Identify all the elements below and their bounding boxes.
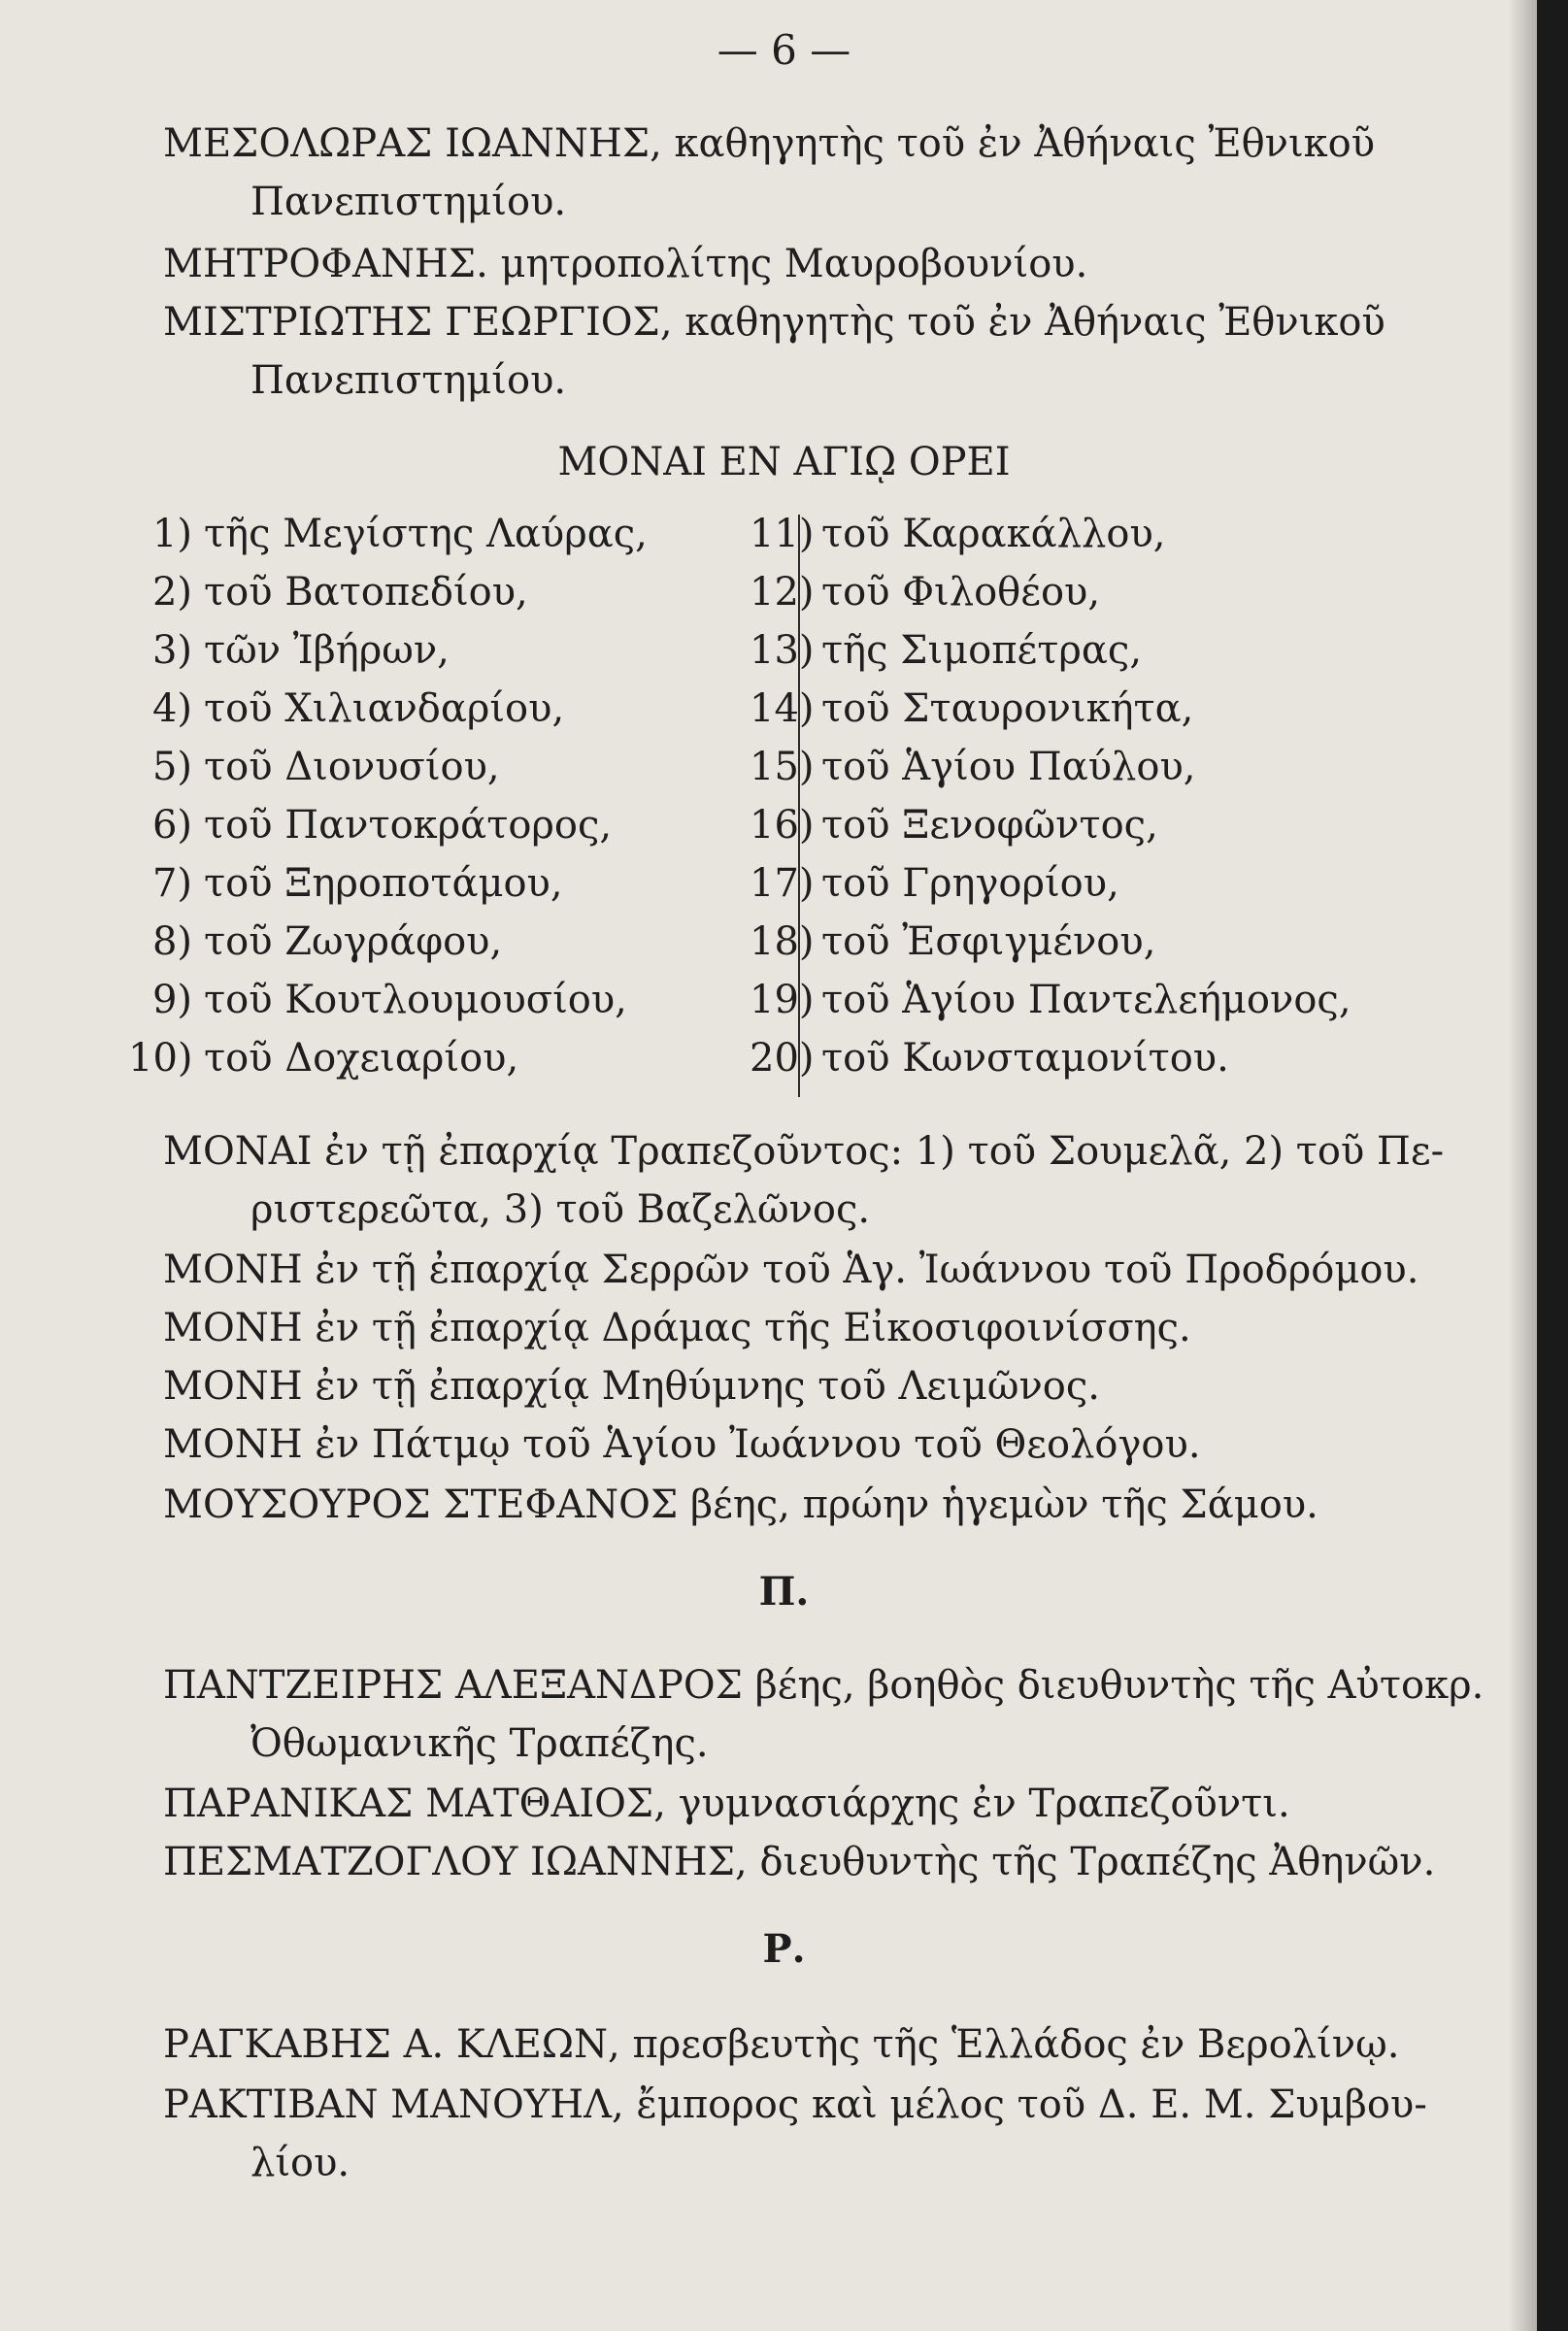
list-item [128,798,612,852]
list-item-name: τῆς Σιμοπέτρας, [821,628,1143,673]
entry-line-continuation: Πανεπιστημίου. [250,180,567,224]
section-heading-monasteries: ΜΟΝΑΙ ΕΝ ΑΓΙῼ ΟΡΕΙ [557,440,1011,484]
entry-line: ΠΑΡΑΝΙΚΑΣ ΜΑΤΘΑΙΟΣ, γυμνασιάρχης ἐν Τραπεζοῦντι. [163,1782,1290,1826]
list-item-number: 7) [151,861,192,906]
entry-line: ΜΟΝΗ ἐν τῇ ἐπαρχίᾳ Μηθύμνης τοῦ Λειμῶνος. [163,1364,1100,1409]
list-item-number: 6) [151,803,192,848]
entry-line: ΡΑΚΤΙΒΑΝ ΜΑΝΟΥΗΛ, ἔμπορος καὶ μέλος τοῦ Δ. Ε. Μ. Συμβου- [163,2082,1427,2127]
list-item-name: τοῦ Ζωγράφου, [204,919,503,964]
list-item-name: τοῦ Ἁγίου Παντελεήμονος, [821,978,1351,1022]
list-item-name: τοῦ Κουτλουμουσίου, [204,978,627,1022]
list-item-number: 2) [151,570,192,615]
entry-line: ΠΑΝΤΖΕΙΡΗΣ ΑΛΕΞΑΝΔΡΟΣ βέης, βοηθὸς διευθυντὴς τῆς Αὐτοκρ. [163,1663,1485,1708]
list-item-name: τοῦ Ἐσφιγμένου, [821,919,1156,964]
entry-line: ΜΗΤΡΟΦΑΝΗΣ. μητροπολίτης Μαυροβουνίου. [163,242,1088,286]
list-item-name: τοῦ Σταυρονικήτα, [821,686,1194,731]
list-item-name: τοῦ Φιλοθέου, [821,570,1101,615]
list-item [750,623,1142,678]
list-item-number: 3) [151,628,192,673]
list-item [128,740,500,794]
list-item-name: τοῦ Διονυσίου, [204,745,500,789]
list-item-number: 4) [151,686,192,731]
list-item [128,856,563,911]
list-item-number: 11) [750,512,815,556]
list-item-name: τῶν Ἰβήρων, [204,628,450,673]
list-item [128,1031,518,1085]
list-item-number: 13) [750,628,815,673]
list-item-number: 15) [750,745,815,789]
list-item-number: 19) [750,978,815,1022]
list-item [750,740,1196,794]
entry-line: ΜΟΝΗ ἐν τῇ ἐπαρχίᾳ Δράμας τῆς Εἰκοσιφοινίσσης. [163,1306,1191,1350]
list-item-number: 1) [151,512,192,556]
list-item-name: τοῦ Βατοπεδίου, [204,570,528,615]
entry-line-continuation: Ὀθωμανικῆς Τραπέζης. [250,1721,709,1766]
list-item-number: 12) [750,570,815,615]
book-spine [1537,0,1568,2331]
entry-line: ΡΑΓΚΑΒΗΣ Α. ΚΛΕΩΝ, πρεσβευτὴς τῆς Ἑλλάδος ἐν Βερολίνῳ. [163,2022,1400,2067]
list-item [750,1031,1229,1085]
entry-line: ΜΕΣΟΛΩΡΑΣ ΙΩΑΝΝΗΣ, καθηγητὴς τοῦ ἐν Ἀθήναις Ἐθνικοῦ [163,121,1376,166]
list-item [128,623,450,678]
list-item [750,798,1158,852]
list-item [128,915,502,969]
list-item [750,915,1155,969]
list-item-name: τοῦ Παντοκράτορος, [204,803,613,848]
list-item-name: τοῦ Καρακάλλου, [821,512,1166,556]
list-item [128,507,648,561]
entry-line: ΠΕΣΜΑΤΖΟΓΛΟΥ ΙΩΑΝΝΗΣ, διευθυντὴς τῆς Τραπέζης Ἀθηνῶν. [163,1840,1436,1884]
list-item [750,565,1100,619]
list-item [750,856,1119,911]
entry-line: ΜΙΣΤΡΙΩΤΗΣ ΓΕΩΡΓΙΟΣ, καθηγητὴς τοῦ ἐν Ἀθήναις Ἐθνικοῦ [163,300,1385,345]
list-item-number: 17) [750,861,815,906]
list-item [128,682,564,736]
entry-line: ΜΟΝΗ ἐν τῇ ἐπαρχίᾳ Σερρῶν τοῦ Ἁγ. Ἰωάννου τοῦ Προδρόμου. [163,1248,1419,1292]
entry-line-continuation: Πανεπιστημίου. [250,358,567,403]
entry-line: ΜΟΝΗ ἐν Πάτμῳ τοῦ Ἁγίου Ἰωάννου τοῦ Θεολόγου. [163,1422,1201,1467]
list-item [750,507,1166,561]
list-item-number: 20) [750,1036,815,1081]
entry-line-continuation: ριστερεῶτα, 3) τοῦ Βαζελῶνος. [250,1187,871,1232]
list-item-number: 9) [151,978,192,1022]
list-item [128,565,528,619]
list-item-name: τοῦ Ἁγίου Παύλου, [821,745,1196,789]
list-item-name: τοῦ Ξηροποτάμου, [204,861,563,906]
page-number: — 6 — [717,26,851,74]
list-item-name: τοῦ Χιλιανδαρίου, [204,686,565,731]
entry-line: ΜΟΥΣΟΥΡΟΣ ΣΤΕΦΑΝΟΣ βέης, πρώην ἡγεμὼν τῆς Σάμου. [163,1482,1318,1527]
section-heading-p: Π. [758,1569,810,1615]
list-item-number: 5) [151,745,192,789]
entry-line-continuation: λίου. [250,2141,350,2185]
list-item-name: τῆς Μεγίστης Λαύρας, [204,512,648,556]
section-heading-r: Ρ. [762,1926,806,1972]
list-item-number: 14) [750,686,815,731]
entry-line: ΜΟΝΑΙ ἐν τῇ ἐπαρχίᾳ Τραπεζοῦντος: 1) τοῦ Σουμελᾶ, 2) τοῦ Πε- [163,1129,1445,1174]
list-item [750,973,1351,1027]
list-item-number: 8) [151,919,192,964]
list-item [128,973,627,1027]
list-item-number: 10) [128,1036,193,1081]
list-item-name: τοῦ Δοχειαρίου, [204,1036,519,1081]
list-item-number: 18) [750,919,815,964]
page-gutter-shadow [1510,0,1537,2331]
list-item-number: 16) [750,803,815,848]
list-item [750,682,1193,736]
list-item-name: τοῦ Ξενοφῶντος, [821,803,1158,848]
list-item-name: τοῦ Κωνσταμονίτου. [821,1036,1229,1081]
list-item-name: τοῦ Γρηγορίου, [821,861,1119,906]
